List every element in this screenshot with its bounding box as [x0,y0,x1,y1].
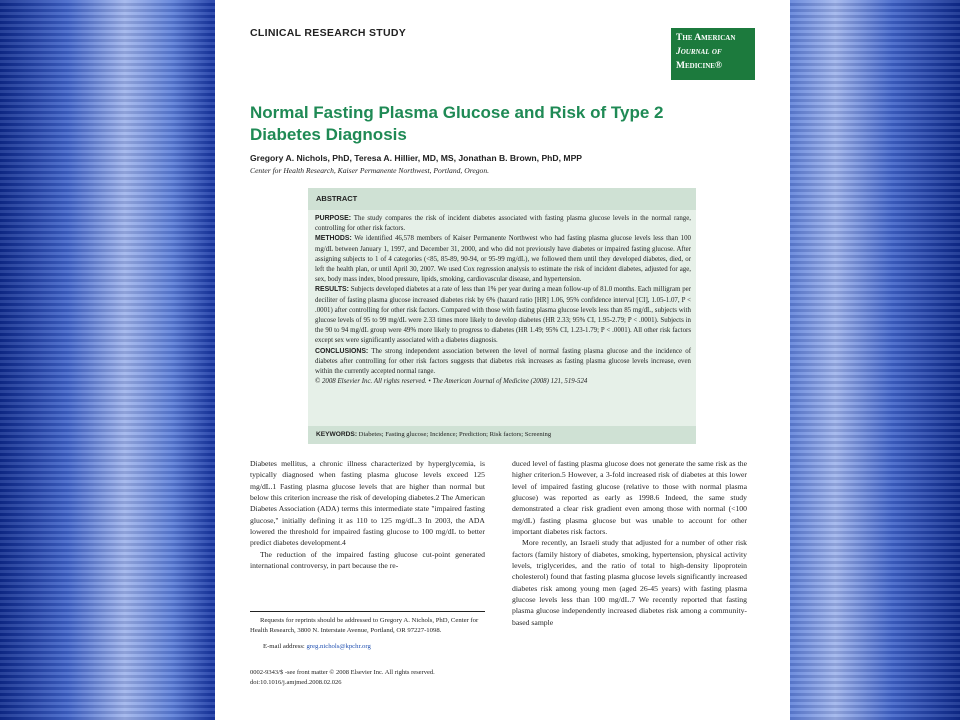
email-link[interactable]: greg.nichols@kpchr.org [306,643,371,650]
body-paragraph: The reduction of the impaired fasting glucose cut-point generated international controversy, in part because the re- [250,549,485,571]
issn-text: 0002-9343/$ -see front matter © 2008 Elsevier Inc. All rights reserved. [250,669,435,676]
slide-background-left [0,0,215,720]
footnote-divider [250,611,485,612]
section-kicker: CLINICAL RESEARCH STUDY [250,27,407,39]
methods-label: METHODS: [315,235,352,243]
abstract-results [315,285,691,346]
body-column-right [512,458,747,628]
article-page [215,0,790,720]
abstract-conclusions [315,347,691,378]
reprint-footnote [250,616,485,635]
abstract-purpose [315,214,691,234]
abstract-heading: ABSTRACT [308,188,696,210]
journal-logo-line1: The American [676,33,736,43]
body-paragraph: More recently, an Israeli study that adjusted for a number of other risk factors (family history of diabetes, smoking, hypertension, physical activity levels, triglycerides, and the ratio of total to high-density lipoprotein cholesterol) found that fasting plasma glucose levels significantly increased diabetes risk among young men (aged 26-45 years) with fasting plasma glucose levels less than 100 mg/dL.7 We recently reported that fasting plasma glucose independently increased diabetes risk among a community-based sample [512,538,747,627]
journal-logo [671,28,755,80]
doi-link[interactable]: doi:10.1016/j.amjmed.2008.02.026 [250,678,342,686]
results-label: RESULTS: [315,286,349,294]
journal-logo-line3: Medicine® [676,61,723,71]
journal-logo-line2: Journal of [676,47,722,57]
keywords-text: Diabetes; Fasting glucose; Incidence; Prediction; Risk factors; Screening [357,431,552,438]
publication-info [250,668,435,687]
reprint-text: Requests for reprints should be addressed to Gregory A. Nichols, PhD, Center for Health Research, 3800 N. Interstate Avenue, Portland, OR 97227-1098. [250,617,479,634]
conclusions-text: The strong independent association between the level of normal fasting plasma glucose and the incidence of diabetes after controlling for other risk factors suggests that diabetes risk increases as fasting plasma glucose levels increase, even within the currently accepted normal range. [315,347,691,376]
keywords-bar [308,426,696,444]
abstract-copyright: © 2008 Elsevier Inc. All rights reserved. • The American Journal of Medicine (2008) 121, 519-524 [315,378,588,386]
purpose-text: The study compares the risk of incident diabetes associated with fasting plasma glucose levels in the normal range, controlling for other risk factors. [315,215,691,233]
article-authors: Gregory A. Nichols, PhD, Teresa A. Hillier, MD, MS, Jonathan B. Brown, PhD, MPP [250,153,583,163]
body-paragraph: duced level of fasting plasma glucose does not generate the same risk as the higher criterion.5 However, a 3-fold increased risk of diabetes at this lower level of impaired fasting glucose (relative to those with normal plasma glucose) was reported as early as 1998.6 Indeed, the same study demonstrated a clear risk gradient even among those with normal (<100 mg/dL) fasting plasma glucose but was unable to account for other important diabetes risk factors. [512,459,747,537]
body-column-left [250,458,485,571]
methods-text: We identified 46,578 members of Kaiser Permanente Northwest who had fasting plasma glucose levels less than 100 mg/dL between January 1, 1997, and December 31, 2000, and who did not previously have diabetes or impaired fasting glucose. After assigning subjects to 1 of 4 categories (<85, 85-89, 90-94, or 95-99 mg/dL), we followed them until they developed diabetes, died, or left the health plan, or until April 30, 2007. We used Cox regression analysis to estimate the risk of incident diabetes, adjusted for age, sex, body mass index, blood pressure, lipids, smoking, cardiovascular disease, and hypertension. [315,235,691,284]
slide-background-right [790,0,960,720]
results-text: Subjects developed diabetes at a rate of less than 1% per year during a mean follow-up of 81.0 months. Each milligram per deciliter of fasting plasma glucose increased diabetes risk by 6% (hazard ratio [HR] 1.06, 95% confidence interval [CI], 1.05-1.07, P < .0001) after controlling for other risk factors. Compared with those with fasting plasma glucose levels less than 85 mg/dL, subjects with glucose levels of 95 to 99 mg/dL were 2.33 times more likely to develop diabetes (HR 2.33; 95% CI, 1.95-2.79; P < .0001). Subjects in the 90 to 94 mg/dL group were 49% more likely to progress to diabetes (HR 1.49; 95% CI, 1.23-1.79; P < .0001). All other risk factors except sex were significantly associated with a diabetes diagnosis. [315,286,691,345]
email-line [263,643,371,650]
article-title: Normal Fasting Plasma Glucose and Risk of Type 2 Diabetes Diagnosis [250,103,664,144]
keywords-label: KEYWORDS: [316,431,358,438]
conclusions-label: CONCLUSIONS: [315,347,369,355]
email-label: E-mail address: [263,643,305,650]
article-affiliation: Center for Health Research, Kaiser Permanente Northwest, Portland, Oregon. [250,166,490,175]
abstract-methods [315,234,691,285]
purpose-label: PURPOSE: [315,215,351,222]
body-paragraph: Diabetes mellitus, a chronic illness characterized by hyperglycemia, is typically diagnosed when fasting plasma glucose levels exceed 125 mg/dL.1 Fasting plasma glucose levels that are higher than normal but below this criterion increase the risk of developing diabetes.2 The American Diabetes Association (ADA) terms this intermediate state "impaired fasting glucose," initially defining it as 110 to 125 mg/dL.3 In 2003, the ADA lowered the threshold for impaired fasting glucose to 100 mg/dL to better predict diabetes development.4 [250,459,485,548]
abstract-body [315,214,691,387]
